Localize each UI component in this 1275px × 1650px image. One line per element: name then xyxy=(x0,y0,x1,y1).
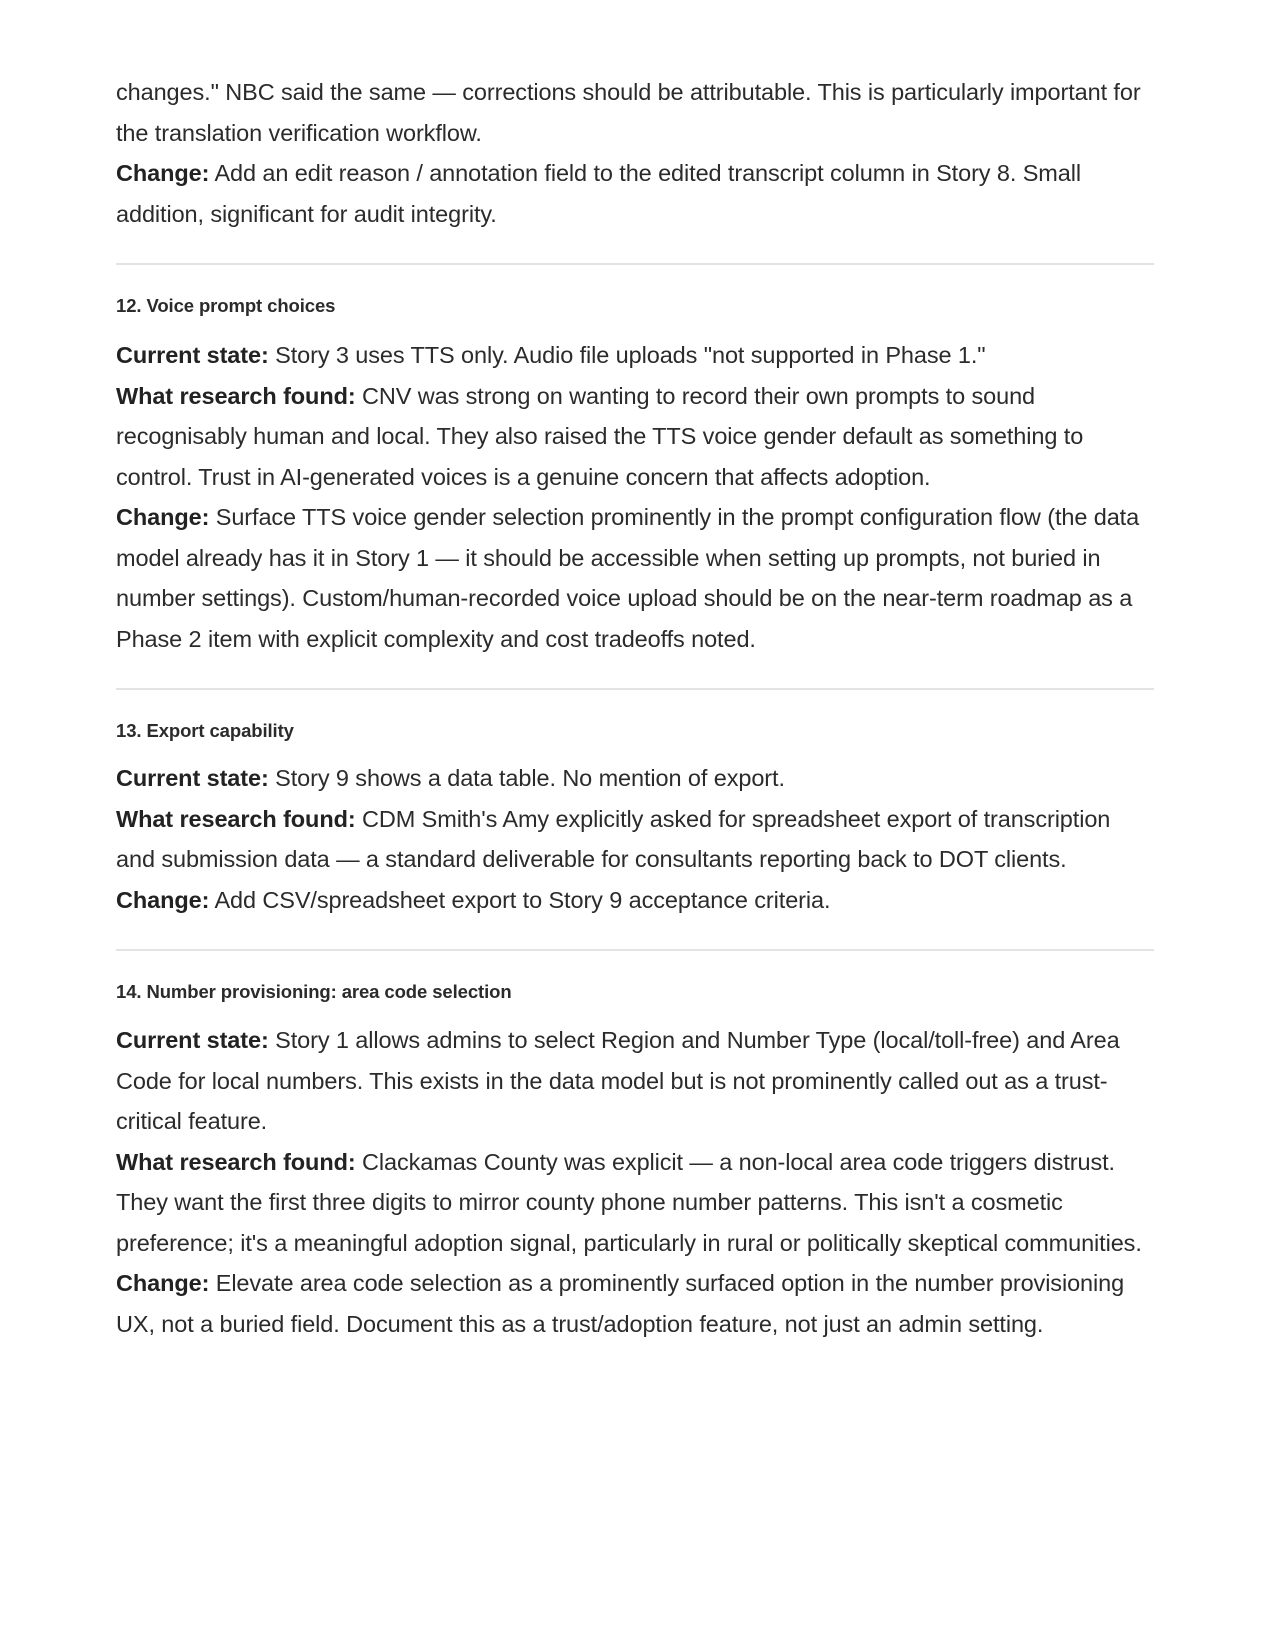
current-state-paragraph xyxy=(116,335,1154,376)
change-label: Change: xyxy=(116,1270,210,1296)
section-body xyxy=(116,335,1154,659)
research-label: What research found: xyxy=(116,805,356,832)
section-area-code-selection xyxy=(116,981,1154,1344)
research-label: What research found: xyxy=(116,1148,356,1175)
research-text: Clackamas County was explicit — a non-local area code triggers distrust. They want the first three digits to mirror county phone number patterns. This isn't a cosmetic preference; it's a meaningful adoption signal, particularly in rural or politically skeptical communities. xyxy=(116,1148,1142,1256)
research-label: What research found: xyxy=(116,382,356,409)
change-label: Change: xyxy=(116,886,210,913)
intro-block xyxy=(116,72,1154,234)
change-paragraph xyxy=(116,497,1154,659)
change-label: Change: xyxy=(116,504,210,530)
change-text: Add an edit reason / annotation field to the edited transcript column in Story 8. Small addition, significant for audit integrity. xyxy=(116,160,1081,227)
research-text: CDM Smith's Amy explicitly asked for spreadsheet export of transcription and submission data — a standard deliverable for consultants reporting back to DOT clients. xyxy=(116,805,1111,872)
current-state-text: Story 3 uses TTS only. Audio file uploads "not supported in Phase 1." xyxy=(268,342,986,368)
section-body xyxy=(116,1020,1154,1344)
change-paragraph xyxy=(116,1263,1154,1344)
current-state-text: Story 9 shows a data table. No mention of export. xyxy=(268,765,785,791)
change-text: Add CSV/spreadsheet export to Story 9 acceptance criteria. xyxy=(209,886,831,913)
current-state-label: Current state: xyxy=(116,765,269,791)
section-export-capability xyxy=(116,720,1154,920)
current-state-label: Current state: xyxy=(116,1027,269,1053)
intro-change-paragraph xyxy=(116,153,1154,234)
change-text: Elevate area code selection as a prominently surfaced option in the number provisioning UX, not a buried field. Document this as a trust/adoption feature, not just an admin setting. xyxy=(116,1270,1125,1337)
section-heading: 14. Number provisioning: area code selection xyxy=(116,981,512,1002)
section-heading: 12. Voice prompt choices xyxy=(116,295,336,316)
research-text: CNV was strong on wanting to record their own prompts to sound recognisably human and local. They also raised the TTS voice gender default as something to control. Trust in AI-generated voices is a genuine concern that affects adoption. xyxy=(116,382,1084,490)
change-paragraph xyxy=(116,880,1154,921)
change-text: Surface TTS voice gender selection prominently in the prompt configuration flow (the data model already has it in Story 1 — it should be accessible when setting up prompts, not buried in number settings). Custom/human-recorded voice upload should be on the near-term roadmap as a Phase 2 item with explicit complexity and cost tradeoffs noted. xyxy=(116,504,1140,652)
section-body xyxy=(116,758,1154,920)
change-label: Change: xyxy=(116,160,210,186)
section-divider xyxy=(116,949,1154,951)
section-heading: 13. Export capability xyxy=(116,720,294,741)
current-state-label: Current state: xyxy=(116,342,269,368)
research-paragraph xyxy=(116,1142,1154,1264)
intro-paragraph xyxy=(116,72,1154,153)
current-state-paragraph xyxy=(116,758,1154,799)
section-voice-prompt-choices xyxy=(116,295,1154,659)
research-paragraph xyxy=(116,799,1154,880)
current-state-text: Story 1 allows admins to select Region and Number Type (local/toll-free) and Area Code for local numbers. This exists in the data model but is not prominently called out as a trust-critical feature. xyxy=(116,1027,1120,1134)
section-divider xyxy=(116,688,1154,690)
intro-text: changes." NBC said the same — corrections should be attributable. This is particularly important for the translation verification workflow. xyxy=(116,79,1141,146)
section-divider xyxy=(116,263,1154,265)
current-state-paragraph xyxy=(116,1020,1154,1142)
research-paragraph xyxy=(116,376,1154,498)
document-page xyxy=(116,72,1154,1344)
